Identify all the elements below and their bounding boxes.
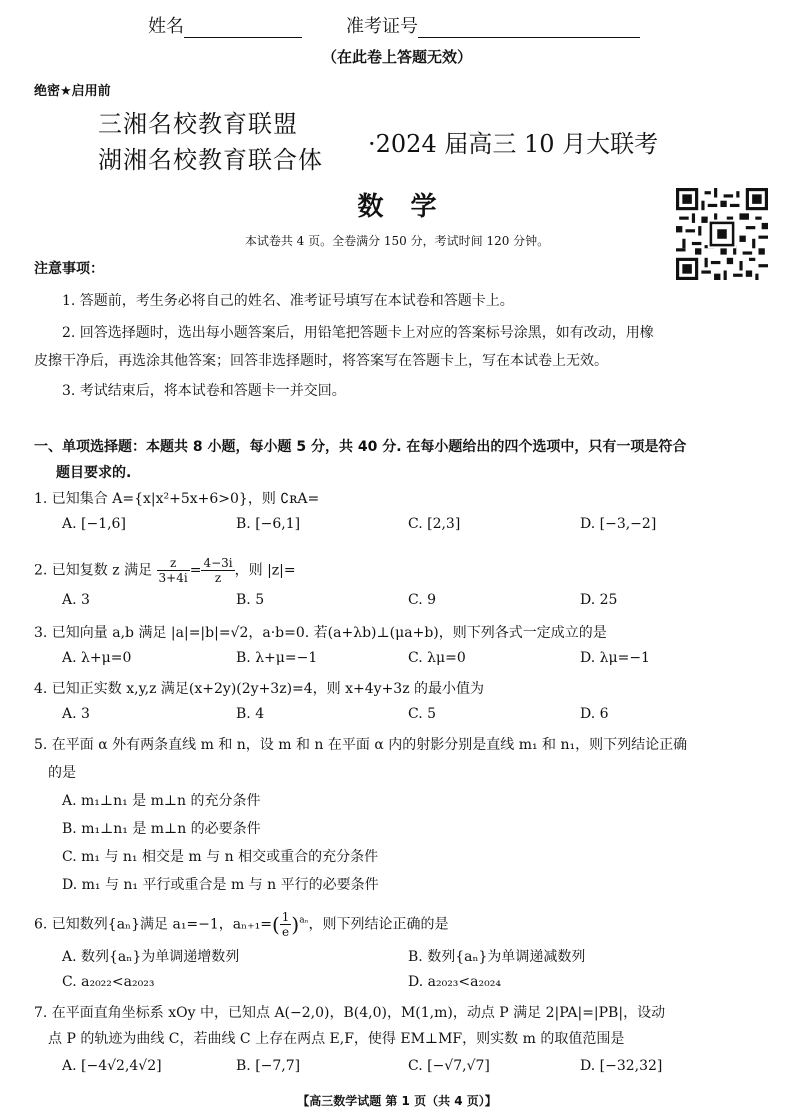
question-2-stem: 2. 已知复数 z 满足 $\frac{z}{3+4i}$ = $\frac{4-3i}{z}$ ，则 |z|= <box>34 556 296 585</box>
option-d: D. a₂₀₂₃<a₂₀₂₄ <box>408 974 501 990</box>
question-6-stem: 6. 已知数列{aₙ}满足 a₁=−1，aₙ₊₁=( $\frac{1}{e}$ )$^{a_n}$，则下列结论正确的是 <box>34 910 449 939</box>
option-b: B. [−7,7] <box>236 1058 301 1074</box>
question-text: 2. 已知复数 z 满足 <box>34 562 153 579</box>
secret-mark: 绝密★启用前 <box>34 84 111 99</box>
exponent: aₙ <box>299 915 309 926</box>
question-text: 7. 在平面直角坐标系 xOy 中，已知点 A(−2,0)，B(4,0)，M(1,m)，动点 P 满足 2|PA|=|PB|，设动 <box>34 1005 666 1021</box>
org-name-2: 湖湘名校教育联合体 <box>98 146 323 174</box>
option-a: A. 数列{aₙ}为单调递增数列 <box>62 949 240 965</box>
question-5-option-a <box>0 790 794 810</box>
qr-code-icon <box>676 188 768 280</box>
option-a: A. 3 <box>62 592 90 608</box>
question-6-options-row2 <box>0 974 794 994</box>
org-name-1: 三湘名校教育联盟 <box>98 110 298 138</box>
section-heading-cont: 题目要求的. <box>56 465 132 481</box>
question-7-stem <box>0 1002 794 1022</box>
notes-title: 注意事项： <box>34 261 104 277</box>
note-item: 2. 回答选择题时，选出每小题答案后，用铅笔把答题卡上对应的答案标号涂黑，如有改动，用橡 <box>62 325 654 341</box>
option-d: D. 6 <box>580 706 609 722</box>
option-c: C. [−√7,√7] <box>408 1058 490 1074</box>
option-d: D. [−32,32] <box>580 1058 663 1074</box>
option-b: B. m₁⊥n₁ 是 m⊥n 的必要条件 <box>62 821 261 837</box>
question-4-options <box>0 706 794 726</box>
exam-info: 本试卷共 4 页。全卷满分 150 分，考试时间 120 分钟。 <box>244 234 550 248</box>
name-label: 姓名 <box>148 16 184 37</box>
subject-title: 数 学 <box>357 192 437 222</box>
id-field <box>346 12 640 38</box>
option-b: B. 5 <box>236 592 265 608</box>
name-field <box>148 12 302 38</box>
name-input-line <box>184 17 302 38</box>
question-5-option-c <box>0 846 794 866</box>
option-c: C. [2,3] <box>408 516 461 532</box>
question-text: 的是 <box>48 765 76 781</box>
question-5-stem <box>0 734 794 754</box>
question-7-stem-cont <box>0 1028 794 1048</box>
option-b: B. 4 <box>236 706 265 722</box>
question-5-option-d <box>0 874 794 894</box>
page-footer: 【高三数学试题 第 1 页（共 4 页）】 <box>297 1094 497 1108</box>
question-text: 1. 已知集合 A={x|x²+5x+6>0}，则 ∁ʀA= <box>34 491 320 507</box>
option-a: A. [−4√2,4√2] <box>62 1058 162 1074</box>
option-b: B. λ+μ=−1 <box>236 650 318 666</box>
question-6-options-row1 <box>0 946 794 966</box>
option-a: A. m₁⊥n₁ 是 m⊥n 的充分条件 <box>62 793 261 809</box>
option-a: A. [−1,6] <box>62 516 126 532</box>
question-5-stem-cont <box>0 762 794 782</box>
question-4-stem <box>0 678 794 698</box>
fraction: $\frac{1}{e}$ <box>281 910 290 939</box>
question-text: 6. 已知数列{aₙ}满足 a₁=−1，aₙ₊₁= <box>34 916 272 933</box>
question-text: 点 P 的轨迹为曲线 C，若曲线 C 上存在两点 E,F，使得 EM⊥MF，则实数 m 的取值范围是 <box>48 1031 625 1047</box>
question-1-stem <box>0 488 794 508</box>
question-text: 3. 已知向量 a,b 满足 |a|=|b|=√2，a·b=0. 若(a+λb)⊥(μa+b)，则下列各式一定成立的是 <box>34 625 607 641</box>
option-c: C. m₁ 与 n₁ 相交是 m 与 n 相交或重合的充分条件 <box>62 849 379 865</box>
fraction: $\frac{z}{3+4i}$ <box>158 556 188 585</box>
option-d: D. [−3,−2] <box>580 516 657 532</box>
question-text: 4. 已知正实数 x,y,z 满足(x+2y)(2y+3z)=4，则 x+4y+3z 的最小值为 <box>34 681 485 697</box>
id-label: 准考证号 <box>346 16 418 37</box>
option-d: D. λμ=−1 <box>580 650 650 666</box>
note-item: 3. 考试结束后，将本试卷和答题卡一并交回。 <box>62 383 346 399</box>
option-d: D. m₁ 与 n₁ 平行或重合是 m 与 n 平行的必要条件 <box>62 877 379 893</box>
question-3-stem <box>0 622 794 642</box>
question-2-options <box>0 592 794 612</box>
option-d: D. 25 <box>580 592 618 608</box>
note-item: 皮擦干净后，再选涂其他答案；回答非选择题时，将答案写在答题卡上，写在本试卷上无效。 <box>34 353 608 369</box>
question-1-options <box>0 516 794 536</box>
note-item: 1. 答题前，考生务必将自己的姓名、准考证号填写在本试卷和答题卡上。 <box>62 293 514 309</box>
section-heading: 一、单项选择题：本题共 8 小题，每小题 5 分，共 40 分. 在每小题给出的四个选项中，只有一项是符合 <box>34 439 687 455</box>
question-3-options <box>0 650 794 670</box>
option-a: A. λ+μ=0 <box>62 650 132 666</box>
exam-title: ·2024 届高三 10 月大联考 <box>368 130 659 158</box>
option-c: C. λμ=0 <box>408 650 466 666</box>
question-text: 5. 在平面 α 外有两条直线 m 和 n，设 m 和 n 在平面 α 内的射影分别是直线 m₁ 和 n₁，则下列结论正确 <box>34 737 688 753</box>
option-c: C. 9 <box>408 592 437 608</box>
option-b: B. 数列{aₙ}为单调递减数列 <box>408 949 586 965</box>
option-b: B. [−6,1] <box>236 516 301 532</box>
question-5-option-b <box>0 818 794 838</box>
id-input-line <box>418 17 640 38</box>
invalid-note: （在此卷上答题无效） <box>321 48 472 66</box>
option-c: C. 5 <box>408 706 437 722</box>
question-7-options <box>0 1058 794 1078</box>
option-a: A. 3 <box>62 706 90 722</box>
fraction: $\frac{4-3i}{z}$ <box>203 556 233 585</box>
option-c: C. a₂₀₂₂<a₂₀₂₃ <box>62 974 155 990</box>
